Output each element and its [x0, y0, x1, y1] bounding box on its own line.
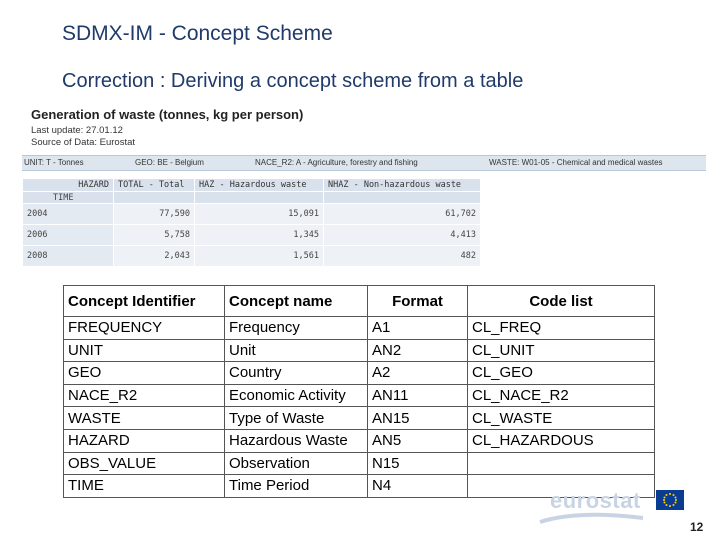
- table-row: [23, 225, 481, 246]
- cell-value: 1,345: [195, 225, 324, 246]
- data-table: [22, 178, 481, 267]
- concept-format: AN2: [368, 339, 468, 362]
- concept-identifier: WASTE: [64, 407, 225, 430]
- table-row: [23, 246, 481, 267]
- concept-name: Type of Waste: [225, 407, 368, 430]
- eurostat-logo: [538, 488, 688, 528]
- concept-identifier: FREQUENCY: [64, 317, 225, 340]
- header-code-list: Code list: [468, 286, 655, 317]
- dimension-unit: UNIT: T - Tonnes: [24, 158, 84, 167]
- concept-format: N15: [368, 452, 468, 475]
- concept-table-header: [64, 286, 655, 317]
- corner-hazard: HAZARD: [23, 179, 114, 192]
- concept-identifier: NACE_R2: [64, 384, 225, 407]
- logo-text: eurostat: [550, 488, 641, 513]
- cell-value: 61,702: [324, 204, 481, 225]
- concept-identifier: GEO: [64, 362, 225, 385]
- cell-value: 482: [324, 246, 481, 267]
- slide-subtitle: Correction : Deriving a concept scheme from a table: [62, 70, 524, 92]
- data-source: Source of Data: Eurostat: [31, 137, 136, 148]
- page-number: 12: [690, 520, 704, 534]
- column-header: HAZ - Hazardous waste: [195, 179, 324, 192]
- concept-format: N4: [368, 475, 468, 498]
- column-header: NHAZ - Non-hazardous waste: [324, 179, 481, 192]
- concept-format: A1: [368, 317, 468, 340]
- header-concept-identifier: Concept Identifier: [64, 286, 225, 317]
- cell-value: 1,561: [195, 246, 324, 267]
- table-row: [23, 204, 481, 225]
- concept-code-list: CL_HAZARDOUS: [468, 429, 655, 452]
- concept-name: Time Period: [225, 475, 368, 498]
- last-update: Last update: 27.01.12: [31, 125, 123, 136]
- concept-identifier: TIME: [64, 475, 225, 498]
- column-header: TOTAL - Total: [114, 179, 195, 192]
- dimension-bar: [22, 155, 706, 171]
- dimension-nace: NACE_R2: A - Agriculture, forestry and fishing: [255, 158, 418, 167]
- row-time: 2008: [23, 246, 114, 267]
- concept-format: A2: [368, 362, 468, 385]
- cell-value: 77,590: [114, 204, 195, 225]
- eu-flag-icon: [656, 490, 684, 510]
- concept-code-list: CL_FREQ: [468, 317, 655, 340]
- concept-scheme-table: [63, 285, 655, 498]
- table-row: [64, 384, 655, 407]
- table-row: [64, 339, 655, 362]
- concept-identifier: OBS_VALUE: [64, 452, 225, 475]
- concept-identifier: HAZARD: [64, 429, 225, 452]
- concept-name: Country: [225, 362, 368, 385]
- header-concept-name: Concept name: [225, 286, 368, 317]
- table-row: [64, 452, 655, 475]
- concept-code-list: CL_GEO: [468, 362, 655, 385]
- concept-name: Observation: [225, 452, 368, 475]
- concept-identifier: UNIT: [64, 339, 225, 362]
- concept-name: Hazardous Waste: [225, 429, 368, 452]
- concept-format: AN15: [368, 407, 468, 430]
- corner-time: TIME: [23, 192, 114, 204]
- data-table-header: [23, 179, 481, 192]
- cell-value: 4,413: [324, 225, 481, 246]
- table-row: [64, 429, 655, 452]
- concept-name: Economic Activity: [225, 384, 368, 407]
- logo-swoosh-icon: [538, 512, 648, 526]
- embedded-table-screenshot: [22, 104, 706, 274]
- cell-value: 2,043: [114, 246, 195, 267]
- table-row: [64, 407, 655, 430]
- slide-title: SDMX-IM - Concept Scheme: [62, 22, 333, 45]
- cell-value: 15,091: [195, 204, 324, 225]
- concept-name: Frequency: [225, 317, 368, 340]
- concept-format: AN5: [368, 429, 468, 452]
- concept-name: Unit: [225, 339, 368, 362]
- concept-code-list: [468, 452, 655, 475]
- cell-value: 5,758: [114, 225, 195, 246]
- header-format: Format: [368, 286, 468, 317]
- concept-code-list: CL_NACE_R2: [468, 384, 655, 407]
- dimension-waste: WASTE: W01-05 - Chemical and medical wastes: [489, 158, 663, 167]
- data-table-subheader: [23, 192, 481, 204]
- table-row: [64, 362, 655, 385]
- concept-format: AN11: [368, 384, 468, 407]
- dimension-geo: GEO: BE - Belgium: [135, 158, 204, 167]
- row-time: 2004: [23, 204, 114, 225]
- concept-code-list: CL_WASTE: [468, 407, 655, 430]
- table-row: [64, 317, 655, 340]
- row-time: 2006: [23, 225, 114, 246]
- concept-code-list: CL_UNIT: [468, 339, 655, 362]
- dataset-title: Generation of waste (tonnes, kg per person): [31, 107, 304, 122]
